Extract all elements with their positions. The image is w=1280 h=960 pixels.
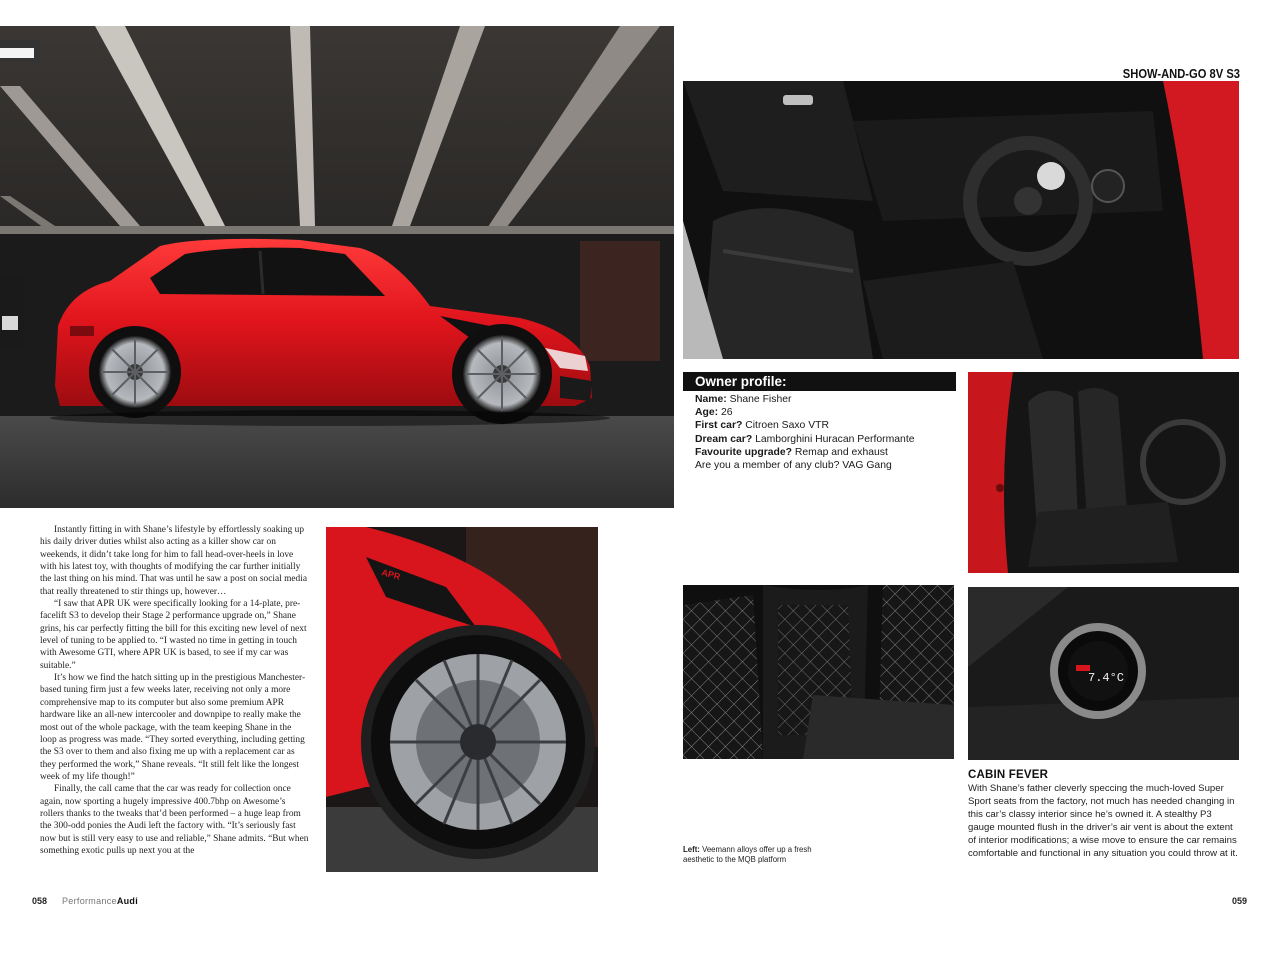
gauge-readout: 7.4°C [1088, 671, 1125, 685]
apr-decal-text: APR [380, 567, 402, 582]
quilted-seat-photo [683, 585, 954, 759]
article-paragraph: Instantly fitting in with Shane’s lifestyle by effortlessly soaking up his daily driver duties whilst also acting as a killer show car on weekends, it didn’t take long for him to fall head-over-heels in love with his latest toy, with thoughts of modifying the car further initially the last thing on his mind. That was until he saw a post on social media that really threatened to stir things up, however… [40, 525, 307, 597]
cabin-fever-text: With Shane’s father cleverly speccing the much-loved Super Sport seats from the factory, not much has needed changing in this car’s classy interior since he’s owned it. A stealthy P3 gauge mounted flush in the driver’s air vent is about the extent of interior modifications; a wise move to ensure the car remains comfortable and functional in any situation you could throw at it. [968, 783, 1238, 859]
page-number-left: 058 [32, 896, 48, 906]
owner-age-value: 26 [720, 407, 733, 419]
owner-club-value: Are you a member of any club? VAG Gang [695, 460, 892, 472]
photo-caption-left [683, 845, 813, 865]
seat-photo [968, 372, 1239, 573]
owner-first-car-label: First car? [695, 420, 743, 432]
magazine-brand: Audi [116, 896, 139, 906]
owner-first-car-value: Citroen Saxo VTR [745, 420, 829, 432]
page-number-right: 059 [1232, 896, 1248, 906]
owner-profile-title: Owner profile: [683, 372, 956, 391]
wheel-closeup-photo [326, 527, 598, 872]
owner-name-row [695, 393, 960, 406]
owner-name-label: Name: [695, 394, 727, 405]
owner-dream-car-value: Lamborghini Huracan Performante [755, 433, 915, 445]
owner-name-value: Shane Fisher [729, 394, 792, 405]
article-paragraph: “I saw that APR UK were specifically looking for a 14-plate, pre-facelift S3 to develop their Stage 2 performance upgrade on,” Shane grins, his car perfectly fitting the bill for this exciting new level of next level of tuning to be applied to. “I wasted no time in getting in touch with Awesome GTI, where APR UK is based, to see if my car was suitable.” [40, 599, 307, 671]
article-paragraph: It’s how we find the hatch sitting up in the prestigious Manchester-based tuning firm just a few weeks later, receiving not only a more comprehensive map to its computer but also some premium APR hardware like an all-new intercooler and downpipe to really make the most out of the whole package, with the team keeping Shane in the loop as progress was made. “They sorted everything, including getting the S3 over to them and also fixing me up with a replacement car as they performed the work,” Shane reveals. “It still felt like the longest week of my life though!” [40, 673, 306, 782]
caption-label: Left: [683, 845, 700, 854]
owner-dream-car-row [695, 433, 960, 446]
owner-upgrade-label: Favourite upgrade? [695, 446, 792, 458]
owner-upgrade-value: Remap and exhaust [794, 446, 888, 458]
section-tag: SHOW-AND-GO 8V S3 [1122, 66, 1240, 81]
owner-upgrade-row [695, 446, 960, 459]
caption-text: Veemann alloys offer up a fresh aesthetic to the MQB platform [683, 845, 812, 864]
owner-dream-car-label: Dream car? [695, 433, 753, 445]
owner-age-row [695, 406, 960, 419]
cabin-fever-heading: CABIN FEVER [968, 769, 1049, 781]
article-paragraph: Finally, the call came that the car was ready for collection once again, now sporting a hugely impressive 400.7bhp on Awesome’s rollers thanks to the tweaks that’d been performed – a huge leap from the 300-odd ponies the Audi left the factory with. “It’s seriously fast now but is still very easy to use and reliable,” Shane admits. “But when something exotic pulls up next you at the [40, 784, 309, 856]
article-body [40, 524, 310, 857]
owner-age-label: Age: [695, 407, 719, 419]
owner-profile-list [695, 393, 960, 472]
interior-photo [683, 81, 1239, 359]
owner-club-row [695, 459, 960, 472]
gauge-vent-photo [968, 587, 1239, 760]
hero-car-photo [0, 26, 674, 508]
magazine-name [62, 896, 138, 906]
owner-first-car-row [695, 419, 960, 432]
magazine-prefix: Performance [62, 896, 117, 906]
